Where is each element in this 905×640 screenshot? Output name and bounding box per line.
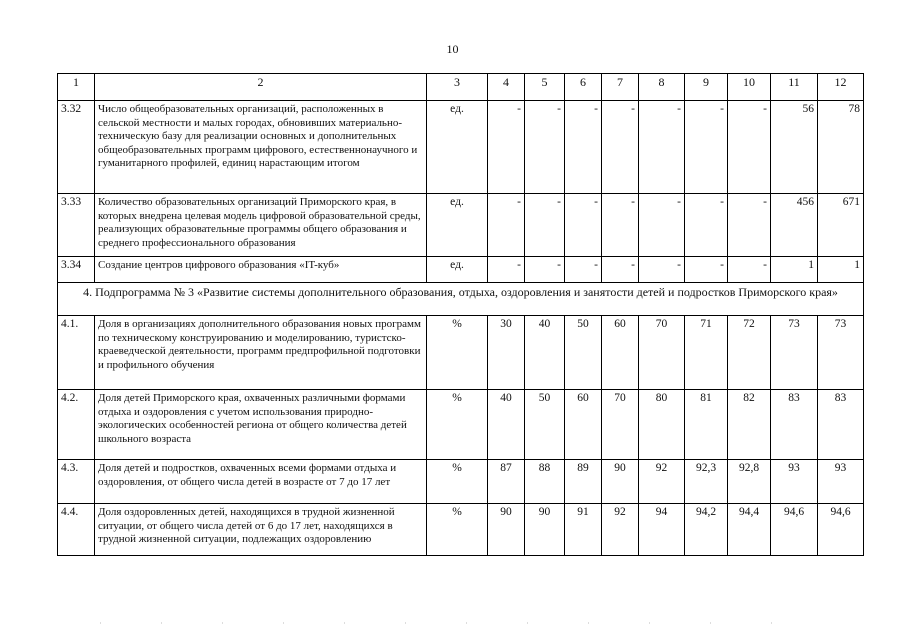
- value-cell: -: [728, 257, 771, 283]
- value-cell: 40: [525, 316, 565, 390]
- value-cell: 92: [602, 504, 639, 556]
- value-cell: -: [639, 194, 685, 257]
- value-cell: -: [488, 101, 525, 194]
- value-cell: 87: [488, 460, 525, 504]
- column-number-cell: 6: [565, 74, 602, 101]
- value-cell: -: [602, 101, 639, 194]
- row-number-cell: 4.1.: [58, 316, 95, 390]
- value-cell: 91: [565, 504, 602, 556]
- value-cell: -: [525, 194, 565, 257]
- value-cell: 40: [488, 390, 525, 460]
- value-cell: 50: [565, 316, 602, 390]
- value-cell: 30: [488, 316, 525, 390]
- row-number-cell: 3.34: [58, 257, 95, 283]
- value-cell: -: [565, 257, 602, 283]
- unit-cell: %: [427, 460, 488, 504]
- value-cell: -: [488, 257, 525, 283]
- column-number-cell: 1: [58, 74, 95, 101]
- value-cell: -: [602, 257, 639, 283]
- column-number-cell: 5: [525, 74, 565, 101]
- value-cell: 70: [639, 316, 685, 390]
- value-cell: 83: [818, 390, 864, 460]
- value-cell: -: [728, 194, 771, 257]
- column-number-cell: 12: [818, 74, 864, 101]
- row-number-cell: 4.3.: [58, 460, 95, 504]
- value-cell: 90: [525, 504, 565, 556]
- unit-cell: ед.: [427, 257, 488, 283]
- value-cell: 94,4: [728, 504, 771, 556]
- indicator-name-cell: Число общеобразовательных организаций, расположенных в сельской местности и малых городах, обновивших материально-техническую базу для реализации основных и дополнительных общеобразовательных программ цифрового, естественнонаучного и гуманитарного профилей, единиц нарастающим итогом: [95, 101, 427, 194]
- value-cell: 50: [525, 390, 565, 460]
- value-cell: 72: [728, 316, 771, 390]
- column-number-cell: 3: [427, 74, 488, 101]
- value-cell: 83: [771, 390, 818, 460]
- value-cell: 92: [639, 460, 685, 504]
- table-row: [58, 194, 864, 257]
- page-number: 10: [446, 42, 459, 56]
- value-cell: -: [639, 101, 685, 194]
- value-cell: 78: [818, 101, 864, 194]
- value-cell: -: [685, 194, 728, 257]
- value-cell: 81: [685, 390, 728, 460]
- value-cell: -: [565, 194, 602, 257]
- indicators-table: [57, 73, 864, 556]
- row-number-cell: 3.33: [58, 194, 95, 257]
- unit-cell: ед.: [427, 101, 488, 194]
- value-cell: 94,6: [771, 504, 818, 556]
- table-row: [58, 316, 864, 390]
- value-cell: 93: [818, 460, 864, 504]
- value-cell: 56: [771, 101, 818, 194]
- value-cell: 90: [488, 504, 525, 556]
- value-cell: 70: [602, 390, 639, 460]
- column-number-cell: 4: [488, 74, 525, 101]
- value-cell: -: [525, 101, 565, 194]
- indicator-name-cell: Доля детей Приморского края, охваченных различными формами отдыха и оздоровления с учетом использования природно-экологических особенностей региона от общего количества детей школьного возраста: [95, 390, 427, 460]
- column-number-cell: 8: [639, 74, 685, 101]
- table-row: [58, 101, 864, 194]
- value-cell: 90: [602, 460, 639, 504]
- value-cell: 1: [771, 257, 818, 283]
- unit-cell: %: [427, 316, 488, 390]
- value-cell: 92,3: [685, 460, 728, 504]
- value-cell: -: [685, 257, 728, 283]
- indicator-name-cell: Доля в организациях дополнительного образования новых программ по техническому конструированию и моделированию, туристско-краеведческой деятельности, программ предпрофильной подготовки и профильного обучения: [95, 316, 427, 390]
- column-number-row: [58, 74, 864, 101]
- row-number-cell: 3.32: [58, 101, 95, 194]
- value-cell: 88: [525, 460, 565, 504]
- unit-cell: ед.: [427, 194, 488, 257]
- column-number-cell: 11: [771, 74, 818, 101]
- unit-cell: %: [427, 504, 488, 556]
- value-cell: 93: [771, 460, 818, 504]
- table-row: [58, 504, 864, 556]
- indicator-name-cell: Количество образовательных организаций Приморского края, в которых внедрена целевая модель цифровой образовательной среды, реализующих образовательные программы общего образования и среднего профессионального образования: [95, 194, 427, 257]
- section-title: 4. Подпрограмма № 3 «Развитие системы дополнительного образования, отдыха, оздоровления и занятости детей и подростков Приморского края»: [58, 283, 864, 316]
- indicator-name-cell: Доля детей и подростков, охваченных всеми формами отдыха и оздоровления, от общего числа детей в возрасте от 7 до 17 лет: [95, 460, 427, 504]
- value-cell: 89: [565, 460, 602, 504]
- table-row: [58, 460, 864, 504]
- scan-artifact-line: [100, 622, 800, 624]
- value-cell: -: [488, 194, 525, 257]
- value-cell: -: [525, 257, 565, 283]
- indicator-name-cell: Создание центров цифрового образования «IT-куб»: [95, 257, 427, 283]
- column-number-cell: 10: [728, 74, 771, 101]
- value-cell: 92,8: [728, 460, 771, 504]
- value-cell: -: [639, 257, 685, 283]
- value-cell: 80: [639, 390, 685, 460]
- value-cell: -: [728, 101, 771, 194]
- unit-cell: %: [427, 390, 488, 460]
- row-number-cell: 4.2.: [58, 390, 95, 460]
- value-cell: 60: [602, 316, 639, 390]
- value-cell: 94: [639, 504, 685, 556]
- value-cell: 73: [818, 316, 864, 390]
- value-cell: -: [565, 101, 602, 194]
- row-number-cell: 4.4.: [58, 504, 95, 556]
- value-cell: 456: [771, 194, 818, 257]
- value-cell: 94,2: [685, 504, 728, 556]
- value-cell: 60: [565, 390, 602, 460]
- value-cell: -: [602, 194, 639, 257]
- section-row: [58, 283, 864, 316]
- value-cell: 71: [685, 316, 728, 390]
- value-cell: 671: [818, 194, 864, 257]
- column-number-cell: 9: [685, 74, 728, 101]
- column-number-cell: 7: [602, 74, 639, 101]
- indicator-name-cell: Доля оздоровленных детей, находящихся в трудной жизненной ситуации, от общего числа детей от 6 до 17 лет, находящихся в трудной жизненной ситуации, подлежащих оздоровлению: [95, 504, 427, 556]
- value-cell: -: [685, 101, 728, 194]
- value-cell: 1: [818, 257, 864, 283]
- table-row: [58, 257, 864, 283]
- column-number-cell: 2: [95, 74, 427, 101]
- value-cell: 82: [728, 390, 771, 460]
- value-cell: 73: [771, 316, 818, 390]
- value-cell: 94,6: [818, 504, 864, 556]
- table-row: [58, 390, 864, 460]
